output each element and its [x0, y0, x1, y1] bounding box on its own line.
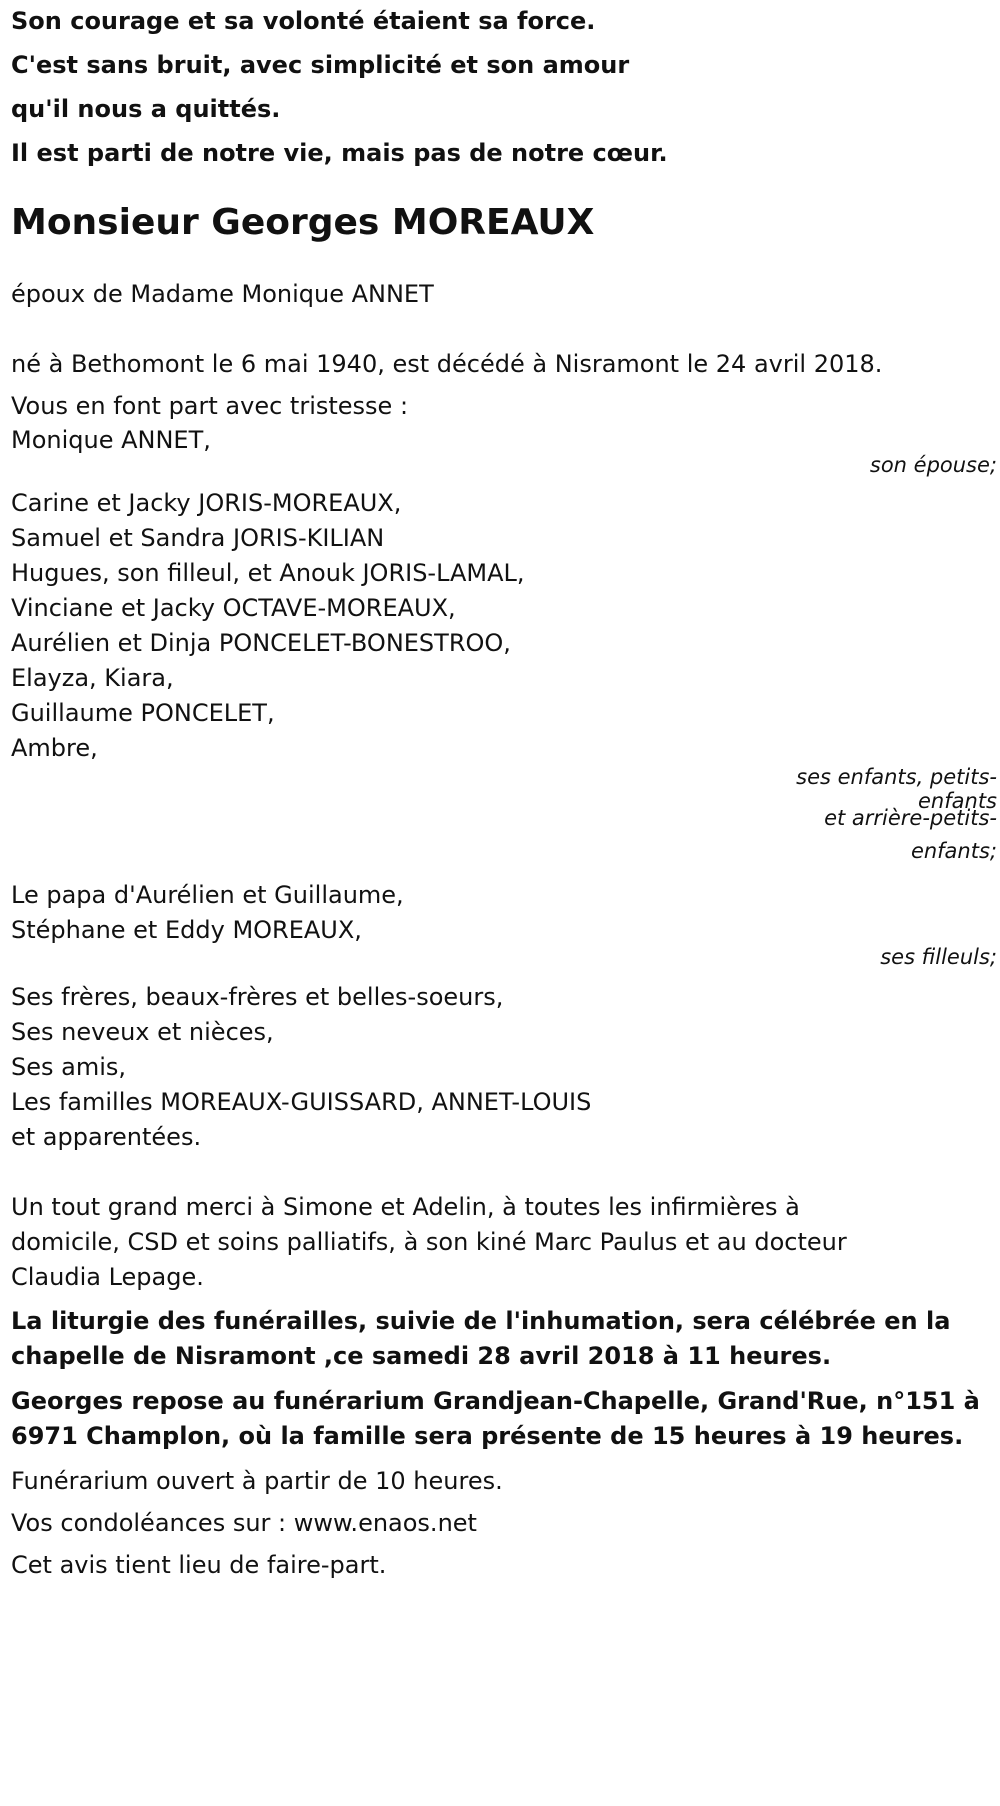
family-name-line: et apparentées.	[11, 1123, 202, 1151]
family-name-line: Vinciane et Jacky OCTAVE-MOREAUX,	[11, 594, 456, 622]
spouse-group	[11, 420, 1000, 480]
obituary-notice	[11, 0, 1000, 1586]
relation-label: ses filleuls;	[880, 945, 997, 969]
godchildren-group	[11, 878, 1000, 972]
family-name-line: Elayza, Kiara,	[11, 664, 174, 692]
deceased-name: Monsieur Georges MOREAUX	[11, 202, 595, 243]
relation-label: enfants;	[910, 839, 997, 863]
family-name-line: Ses amis,	[11, 1053, 127, 1081]
liturgy-paragraph	[11, 1304, 1000, 1374]
family-name-line: Les familles MOREAUX-GUISSARD, ANNET-LOUIS	[11, 1088, 592, 1116]
family-name-line: Ambre,	[11, 734, 98, 762]
condolences-line: Vos condoléances sur : www.enaos.net	[11, 1509, 477, 1537]
poem-line: C'est sans bruit, avec simplicité et son amour	[11, 51, 630, 79]
family-name-line: Monique ANNET,	[11, 426, 211, 454]
extended-family-group	[11, 980, 1000, 1154]
family-name-line: Carine et Jacky JORIS-MOREAUX,	[11, 489, 402, 517]
family-name-line: Samuel et Sandra JORIS-KILIAN	[11, 524, 385, 552]
spouse-line: époux de Madame Monique ANNET	[11, 280, 434, 308]
notice-line: Cet avis tient lieu de faire-part.	[11, 1551, 387, 1579]
opening-poem	[11, 0, 1000, 178]
thanks-line: Un tout grand merci à Simone et Adelin, à toutes les infirmières à	[11, 1193, 800, 1221]
family-name-line: Ses frères, beaux-frères et belles-soeurs,	[11, 983, 504, 1011]
liturgy-line: La liturgie des funérailles, suivie de l'inhumation, sera célébrée en la	[11, 1307, 951, 1335]
relation-label: et arrière-petits-	[824, 806, 997, 830]
thanks-line: domicile, CSD et soins palliatifs, à son kiné Marc Paulus et au docteur	[11, 1228, 847, 1256]
thanks-paragraph	[11, 1190, 1000, 1294]
family-name-line: Hugues, son filleul, et Anouk JORIS-LAMAL,	[11, 559, 525, 587]
poem-line: qu'il nous a quittés.	[11, 95, 281, 123]
family-name-line: Stéphane et Eddy MOREAUX,	[11, 916, 362, 944]
liturgy-line: chapelle de Nisramont ,ce samedi 28 avril 2018 à 11 heures.	[11, 1342, 832, 1370]
thanks-line: Claudia Lepage.	[11, 1263, 204, 1291]
family-name-line: Aurélien et Dinja PONCELET-BONESTROO,	[11, 629, 511, 657]
family-name-line: Le papa d'Aurélien et Guillaume,	[11, 881, 404, 909]
poem-line: Il est parti de notre vie, mais pas de notre cœur.	[11, 139, 668, 167]
funeral-home-line: Georges repose au funérarium Grandjean-Chapelle, Grand'Rue, n°151 à	[11, 1387, 980, 1415]
relation-label: enfants	[918, 789, 997, 813]
family-name-line: Ses neveux et nièces,	[11, 1018, 274, 1046]
announce-intro: Vous en font part avec tristesse :	[11, 392, 409, 420]
relation-label: ses enfants, petits-	[796, 765, 997, 789]
family-name-line: Guillaume PONCELET,	[11, 699, 275, 727]
relation-label: son épouse;	[869, 453, 997, 477]
children-group	[11, 486, 1000, 866]
birth-death-line: né à Bethomont le 6 mai 1940, est décédé à Nisramont le 24 avril 2018.	[11, 350, 883, 378]
poem-line: Son courage et sa volonté étaient sa force.	[11, 7, 596, 35]
opening-hours: Funérarium ouvert à partir de 10 heures.	[11, 1467, 503, 1495]
funeral-home-paragraph	[11, 1384, 1000, 1454]
funeral-home-line: 6971 Champlon, où la famille sera présente de 15 heures à 19 heures.	[11, 1422, 964, 1450]
